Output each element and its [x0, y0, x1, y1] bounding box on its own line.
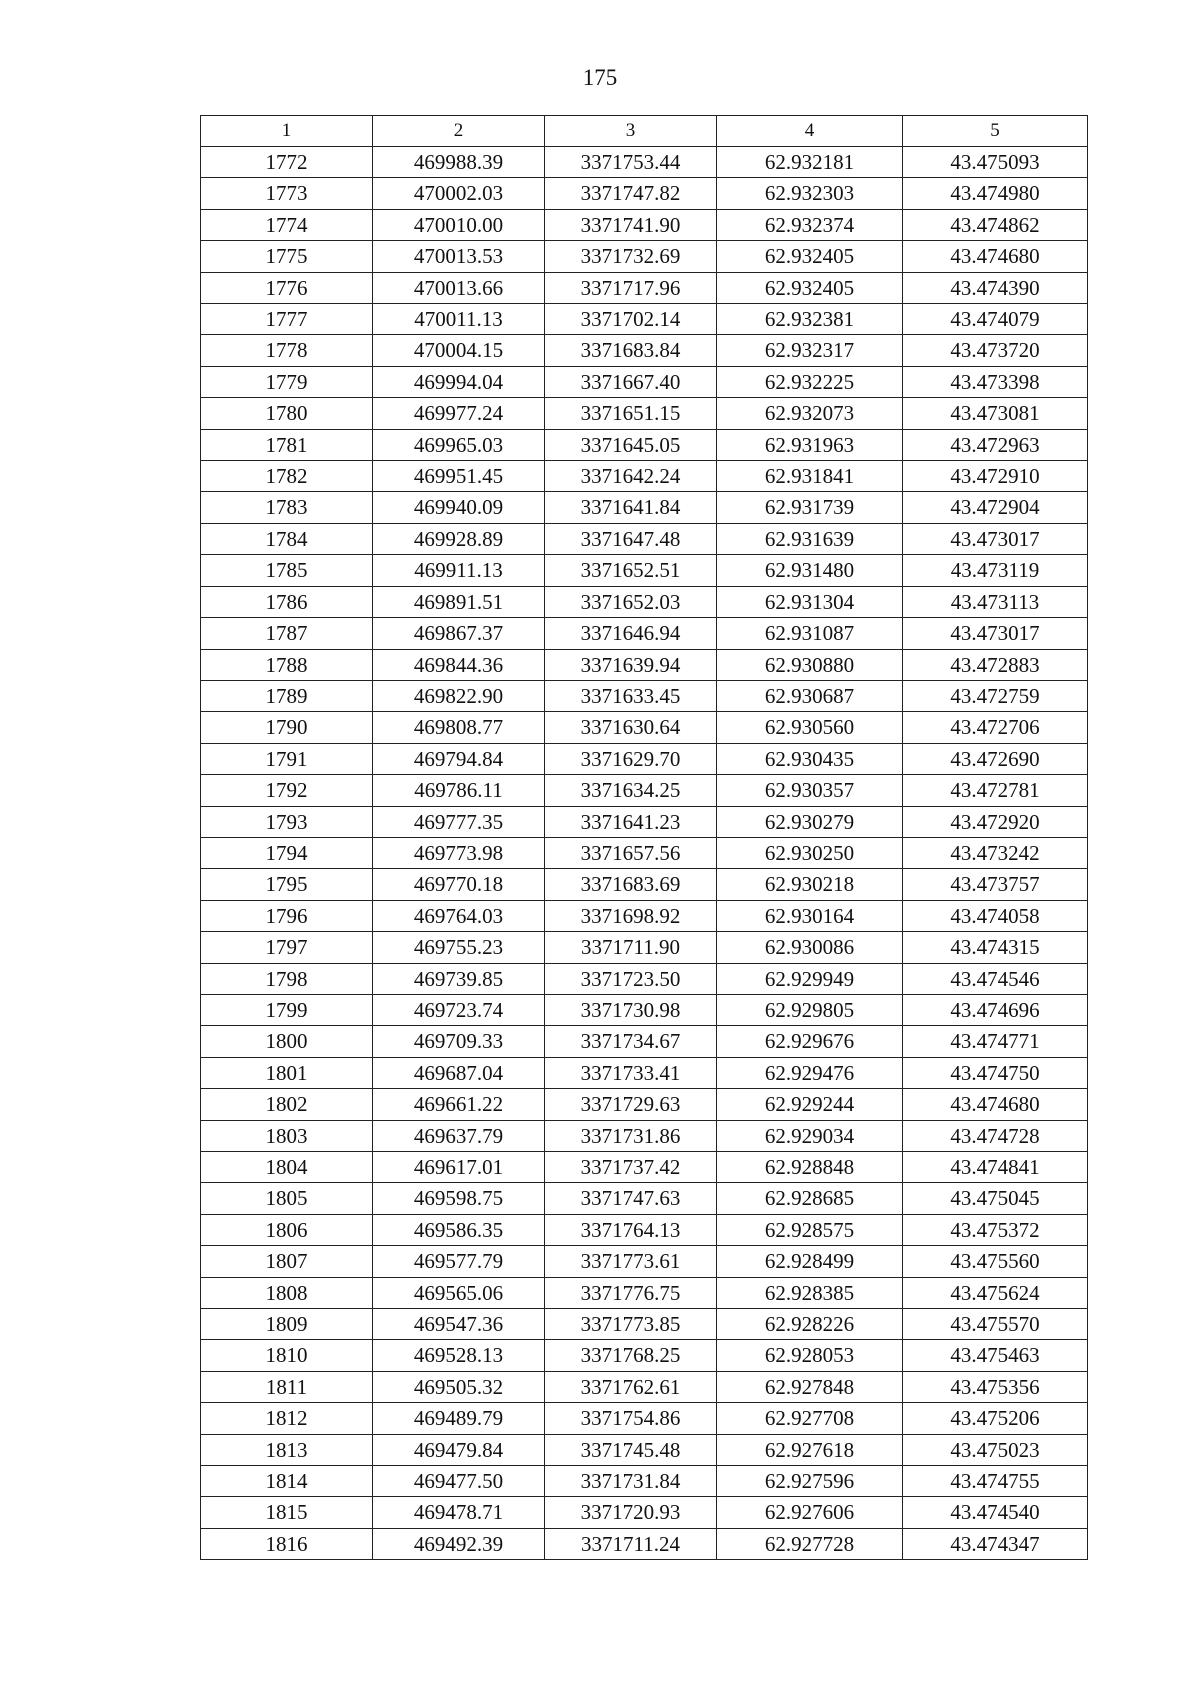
- table-cell: 1776: [201, 272, 373, 303]
- column-header: 4: [717, 116, 903, 147]
- page-number: 175: [582, 65, 618, 90]
- table-cell: 43.472781: [903, 775, 1088, 806]
- table-cell: 3371731.86: [545, 1120, 717, 1151]
- table-cell: 1812: [201, 1403, 373, 1434]
- table-cell: 3371753.44: [545, 147, 717, 178]
- table-cell: 62.932303: [717, 178, 903, 209]
- table-cell: 3371641.84: [545, 492, 717, 523]
- table-row: [201, 1214, 1088, 1245]
- table-cell: 469577.79: [373, 1246, 545, 1277]
- table-cell: 469528.13: [373, 1340, 545, 1371]
- table-cell: 469661.22: [373, 1089, 545, 1120]
- table-cell: 469822.90: [373, 680, 545, 711]
- table-row: [201, 712, 1088, 743]
- table-row: [201, 366, 1088, 397]
- table-cell: 3371630.64: [545, 712, 717, 743]
- table-cell: 3371717.96: [545, 272, 717, 303]
- table-cell: 469478.71: [373, 1497, 545, 1528]
- table-cell: 3371657.56: [545, 837, 717, 868]
- table-cell: 3371633.45: [545, 680, 717, 711]
- table-row: [201, 837, 1088, 868]
- table-cell: 3371773.61: [545, 1246, 717, 1277]
- table-cell: 1807: [201, 1246, 373, 1277]
- table-row: [201, 209, 1088, 240]
- table-cell: 43.475463: [903, 1340, 1088, 1371]
- table-cell: 1791: [201, 743, 373, 774]
- table-cell: 470013.66: [373, 272, 545, 303]
- table-cell: 469739.85: [373, 963, 545, 994]
- table-cell: 3371652.03: [545, 586, 717, 617]
- table-cell: 62.931304: [717, 586, 903, 617]
- table-cell: 43.473720: [903, 335, 1088, 366]
- table-cell: 469786.11: [373, 775, 545, 806]
- table-cell: 469489.79: [373, 1403, 545, 1434]
- table-cell: 62.930164: [717, 900, 903, 931]
- table-cell: 469764.03: [373, 900, 545, 931]
- table-cell: 62.932405: [717, 241, 903, 272]
- table-cell: 469770.18: [373, 869, 545, 900]
- table-cell: 43.472706: [903, 712, 1088, 743]
- table-cell: 43.472963: [903, 429, 1088, 460]
- table-row: [201, 932, 1088, 963]
- table-cell: 3371683.84: [545, 335, 717, 366]
- table-cell: 43.474390: [903, 272, 1088, 303]
- table-cell: 62.930560: [717, 712, 903, 743]
- table-cell: 469988.39: [373, 147, 545, 178]
- table-cell: 43.474680: [903, 1089, 1088, 1120]
- table-cell: 43.472904: [903, 492, 1088, 523]
- column-header: 3: [545, 116, 717, 147]
- table-cell: 1805: [201, 1183, 373, 1214]
- table-cell: 3371711.90: [545, 932, 717, 963]
- table-cell: 3371683.69: [545, 869, 717, 900]
- table-cell: 3371711.24: [545, 1528, 717, 1559]
- table-cell: 43.473017: [903, 523, 1088, 554]
- table-header-row: [201, 116, 1088, 147]
- table-cell: 3371747.82: [545, 178, 717, 209]
- table-cell: 62.927618: [717, 1434, 903, 1465]
- table-cell: 3371747.63: [545, 1183, 717, 1214]
- table-cell: 43.474696: [903, 994, 1088, 1025]
- table-row: [201, 1152, 1088, 1183]
- table-cell: 62.932225: [717, 366, 903, 397]
- table-cell: 3371639.94: [545, 649, 717, 680]
- table-row: [201, 1026, 1088, 1057]
- table-cell: 43.474058: [903, 900, 1088, 931]
- table-cell: 43.473113: [903, 586, 1088, 617]
- table-cell: 469755.23: [373, 932, 545, 963]
- table-cell: 43.474755: [903, 1466, 1088, 1497]
- table-row: [201, 1371, 1088, 1402]
- table-cell: 62.927596: [717, 1466, 903, 1497]
- table-cell: 43.475093: [903, 147, 1088, 178]
- table-cell: 1810: [201, 1340, 373, 1371]
- table-cell: 62.928499: [717, 1246, 903, 1277]
- table-cell: 1790: [201, 712, 373, 743]
- table-cell: 43.474728: [903, 1120, 1088, 1151]
- table-cell: 1814: [201, 1466, 373, 1497]
- table-body: [201, 147, 1088, 1560]
- table-cell: 470004.15: [373, 335, 545, 366]
- table-cell: 62.927728: [717, 1528, 903, 1559]
- table-cell: 469477.50: [373, 1466, 545, 1497]
- table-cell: 1813: [201, 1434, 373, 1465]
- column-header: 2: [373, 116, 545, 147]
- table-cell: 3371651.15: [545, 398, 717, 429]
- table-cell: 62.930880: [717, 649, 903, 680]
- table-cell: 469479.84: [373, 1434, 545, 1465]
- table-cell: 469773.98: [373, 837, 545, 868]
- table-cell: 3371702.14: [545, 304, 717, 335]
- table-cell: 470013.53: [373, 241, 545, 272]
- table-cell: 62.928226: [717, 1309, 903, 1340]
- table-cell: 1773: [201, 178, 373, 209]
- table-cell: 62.929805: [717, 994, 903, 1025]
- table-cell: 1793: [201, 806, 373, 837]
- table-cell: 62.929949: [717, 963, 903, 994]
- table-cell: 43.474079: [903, 304, 1088, 335]
- table-cell: 43.472910: [903, 461, 1088, 492]
- coordinates-table: [200, 115, 1088, 1560]
- table-cell: 1799: [201, 994, 373, 1025]
- table-cell: 43.472759: [903, 680, 1088, 711]
- table-cell: 1802: [201, 1089, 373, 1120]
- table-cell: 469637.79: [373, 1120, 545, 1151]
- table-cell: 43.474680: [903, 241, 1088, 272]
- table-cell: 3371768.25: [545, 1340, 717, 1371]
- table-cell: 43.473119: [903, 555, 1088, 586]
- table-row: [201, 1057, 1088, 1088]
- table-cell: 1801: [201, 1057, 373, 1088]
- table-cell: 43.475624: [903, 1277, 1088, 1308]
- table-cell: 1797: [201, 932, 373, 963]
- column-header: 5: [903, 116, 1088, 147]
- table-cell: 62.928385: [717, 1277, 903, 1308]
- table-cell: 1811: [201, 1371, 373, 1402]
- table-cell: 469598.75: [373, 1183, 545, 1214]
- table-row: [201, 680, 1088, 711]
- table-row: [201, 743, 1088, 774]
- table-cell: 1779: [201, 366, 373, 397]
- table-cell: 43.474347: [903, 1528, 1088, 1559]
- table-cell: 3371729.63: [545, 1089, 717, 1120]
- table-cell: 3371642.24: [545, 461, 717, 492]
- table-cell: 43.472883: [903, 649, 1088, 680]
- table-cell: 3371733.41: [545, 1057, 717, 1088]
- table-cell: 3371732.69: [545, 241, 717, 272]
- table-cell: 62.930086: [717, 932, 903, 963]
- table-cell: 3371723.50: [545, 963, 717, 994]
- table-cell: 469565.06: [373, 1277, 545, 1308]
- table-cell: 1809: [201, 1309, 373, 1340]
- table-cell: 62.930218: [717, 869, 903, 900]
- table-cell: 43.473017: [903, 618, 1088, 649]
- table-cell: 1804: [201, 1152, 373, 1183]
- table-cell: 469867.37: [373, 618, 545, 649]
- table-cell: 1782: [201, 461, 373, 492]
- table-cell: 469965.03: [373, 429, 545, 460]
- table-cell: 469911.13: [373, 555, 545, 586]
- table-cell: 3371734.67: [545, 1026, 717, 1057]
- table-cell: 43.474315: [903, 932, 1088, 963]
- table-cell: 1785: [201, 555, 373, 586]
- table-row: [201, 618, 1088, 649]
- table-cell: 3371776.75: [545, 1277, 717, 1308]
- table-cell: 62.930687: [717, 680, 903, 711]
- table-cell: 1808: [201, 1277, 373, 1308]
- table-cell: 1789: [201, 680, 373, 711]
- table-cell: 62.932374: [717, 209, 903, 240]
- table-cell: 62.932381: [717, 304, 903, 335]
- table-cell: 1781: [201, 429, 373, 460]
- table-cell: 62.929676: [717, 1026, 903, 1057]
- table-row: [201, 1497, 1088, 1528]
- table-row: [201, 398, 1088, 429]
- table-cell: 469723.74: [373, 994, 545, 1025]
- table-cell: 469951.45: [373, 461, 545, 492]
- table-cell: 469844.36: [373, 649, 545, 680]
- table-cell: 469687.04: [373, 1057, 545, 1088]
- table-row: [201, 492, 1088, 523]
- table-row: [201, 272, 1088, 303]
- table-cell: 62.928848: [717, 1152, 903, 1183]
- table-cell: 3371730.98: [545, 994, 717, 1025]
- table-cell: 62.927606: [717, 1497, 903, 1528]
- table-cell: 62.931841: [717, 461, 903, 492]
- table-row: [201, 1120, 1088, 1151]
- table-cell: 469928.89: [373, 523, 545, 554]
- table-cell: 62.929034: [717, 1120, 903, 1151]
- table-cell: 469977.24: [373, 398, 545, 429]
- table-cell: 43.474841: [903, 1152, 1088, 1183]
- table-cell: 469492.39: [373, 1528, 545, 1559]
- table-cell: 1788: [201, 649, 373, 680]
- table-cell: 43.475023: [903, 1434, 1088, 1465]
- table-cell: 3371652.51: [545, 555, 717, 586]
- table-cell: 62.931480: [717, 555, 903, 586]
- table-row: [201, 1434, 1088, 1465]
- table-cell: 3371629.70: [545, 743, 717, 774]
- table-row: [201, 649, 1088, 680]
- table-cell: 62.929476: [717, 1057, 903, 1088]
- table-cell: 62.927708: [717, 1403, 903, 1434]
- table-cell: 1800: [201, 1026, 373, 1057]
- column-header: 1: [201, 116, 373, 147]
- table-cell: 43.475560: [903, 1246, 1088, 1277]
- table-cell: 1815: [201, 1497, 373, 1528]
- table-cell: 469940.09: [373, 492, 545, 523]
- table-cell: 43.474546: [903, 963, 1088, 994]
- table-cell: 43.473081: [903, 398, 1088, 429]
- table-row: [201, 523, 1088, 554]
- table-cell: 1775: [201, 241, 373, 272]
- table-cell: 43.472920: [903, 806, 1088, 837]
- table-cell: 62.930435: [717, 743, 903, 774]
- table-cell: 1786: [201, 586, 373, 617]
- table-row: [201, 461, 1088, 492]
- table-cell: 1803: [201, 1120, 373, 1151]
- table-cell: 3371647.48: [545, 523, 717, 554]
- table-cell: 3371634.25: [545, 775, 717, 806]
- table-row: [201, 1403, 1088, 1434]
- table-cell: 469994.04: [373, 366, 545, 397]
- table-cell: 1774: [201, 209, 373, 240]
- table-cell: 1794: [201, 837, 373, 868]
- table-cell: 62.928685: [717, 1183, 903, 1214]
- table-cell: 1806: [201, 1214, 373, 1245]
- table-cell: 469709.33: [373, 1026, 545, 1057]
- table-row: [201, 147, 1088, 178]
- table-cell: 43.474540: [903, 1497, 1088, 1528]
- table-cell: 1783: [201, 492, 373, 523]
- table-cell: 3371754.86: [545, 1403, 717, 1434]
- table-cell: 470010.00: [373, 209, 545, 240]
- table-cell: 470002.03: [373, 178, 545, 209]
- table-cell: 1792: [201, 775, 373, 806]
- table-row: [201, 806, 1088, 837]
- table-cell: 469891.51: [373, 586, 545, 617]
- table-cell: 43.473757: [903, 869, 1088, 900]
- table-cell: 1816: [201, 1528, 373, 1559]
- table-cell: 1798: [201, 963, 373, 994]
- table-cell: 62.930357: [717, 775, 903, 806]
- table-row: [201, 1246, 1088, 1277]
- table-cell: 469808.77: [373, 712, 545, 743]
- table-cell: 62.932073: [717, 398, 903, 429]
- table-row: [201, 1340, 1088, 1371]
- table-cell: 62.928575: [717, 1214, 903, 1245]
- table-cell: 43.474862: [903, 209, 1088, 240]
- table-cell: 43.472690: [903, 743, 1088, 774]
- table-cell: 62.931963: [717, 429, 903, 460]
- table-cell: 62.929244: [717, 1089, 903, 1120]
- table-cell: 62.932317: [717, 335, 903, 366]
- table-cell: 3371764.13: [545, 1214, 717, 1245]
- table-cell: 1778: [201, 335, 373, 366]
- table-cell: 43.475356: [903, 1371, 1088, 1402]
- table-cell: 43.473242: [903, 837, 1088, 868]
- table-cell: 3371773.85: [545, 1309, 717, 1340]
- table-cell: 469547.36: [373, 1309, 545, 1340]
- table-row: [201, 429, 1088, 460]
- table-cell: 62.930250: [717, 837, 903, 868]
- table-row: [201, 555, 1088, 586]
- table-row: [201, 869, 1088, 900]
- table-row: [201, 586, 1088, 617]
- table-cell: 43.474771: [903, 1026, 1088, 1057]
- table-cell: 469617.01: [373, 1152, 545, 1183]
- table-row: [201, 1277, 1088, 1308]
- table-cell: 3371745.48: [545, 1434, 717, 1465]
- table-cell: 62.931639: [717, 523, 903, 554]
- table-cell: 3371731.84: [545, 1466, 717, 1497]
- table-cell: 62.932405: [717, 272, 903, 303]
- table-cell: 62.927848: [717, 1371, 903, 1402]
- table-row: [201, 1309, 1088, 1340]
- table-cell: 62.931087: [717, 618, 903, 649]
- table-cell: 3371762.61: [545, 1371, 717, 1402]
- table-cell: 469505.32: [373, 1371, 545, 1402]
- table-cell: 62.930279: [717, 806, 903, 837]
- table-row: [201, 900, 1088, 931]
- table-cell: 469586.35: [373, 1214, 545, 1245]
- table-row: [201, 1183, 1088, 1214]
- table-row: [201, 335, 1088, 366]
- table-cell: 3371645.05: [545, 429, 717, 460]
- table-cell: 469794.84: [373, 743, 545, 774]
- table-cell: 62.932181: [717, 147, 903, 178]
- table-cell: 43.475372: [903, 1214, 1088, 1245]
- table-cell: 3371737.42: [545, 1152, 717, 1183]
- table-cell: 1787: [201, 618, 373, 649]
- table-cell: 62.928053: [717, 1340, 903, 1371]
- table-cell: 1772: [201, 147, 373, 178]
- table-row: [201, 1528, 1088, 1559]
- table-row: [201, 304, 1088, 335]
- table-cell: 43.475045: [903, 1183, 1088, 1214]
- table-row: [201, 963, 1088, 994]
- table-row: [201, 994, 1088, 1025]
- table-row: [201, 241, 1088, 272]
- table-cell: 470011.13: [373, 304, 545, 335]
- table-cell: 1777: [201, 304, 373, 335]
- table-row: [201, 775, 1088, 806]
- table-row: [201, 1466, 1088, 1497]
- table-cell: 3371641.23: [545, 806, 717, 837]
- table-row: [201, 1089, 1088, 1120]
- table-cell: 1796: [201, 900, 373, 931]
- table-cell: 1784: [201, 523, 373, 554]
- table-cell: 43.475570: [903, 1309, 1088, 1340]
- table-cell: 3371646.94: [545, 618, 717, 649]
- table-cell: 3371667.40: [545, 366, 717, 397]
- table-cell: 43.474750: [903, 1057, 1088, 1088]
- table-cell: 3371698.92: [545, 900, 717, 931]
- table-cell: 43.473398: [903, 366, 1088, 397]
- table-cell: 1795: [201, 869, 373, 900]
- table-cell: 43.475206: [903, 1403, 1088, 1434]
- table-cell: 469777.35: [373, 806, 545, 837]
- table-cell: 3371720.93: [545, 1497, 717, 1528]
- table-cell: 3371741.90: [545, 209, 717, 240]
- table-cell: 1780: [201, 398, 373, 429]
- table-row: [201, 178, 1088, 209]
- table-cell: 62.931739: [717, 492, 903, 523]
- table-cell: 43.474980: [903, 178, 1088, 209]
